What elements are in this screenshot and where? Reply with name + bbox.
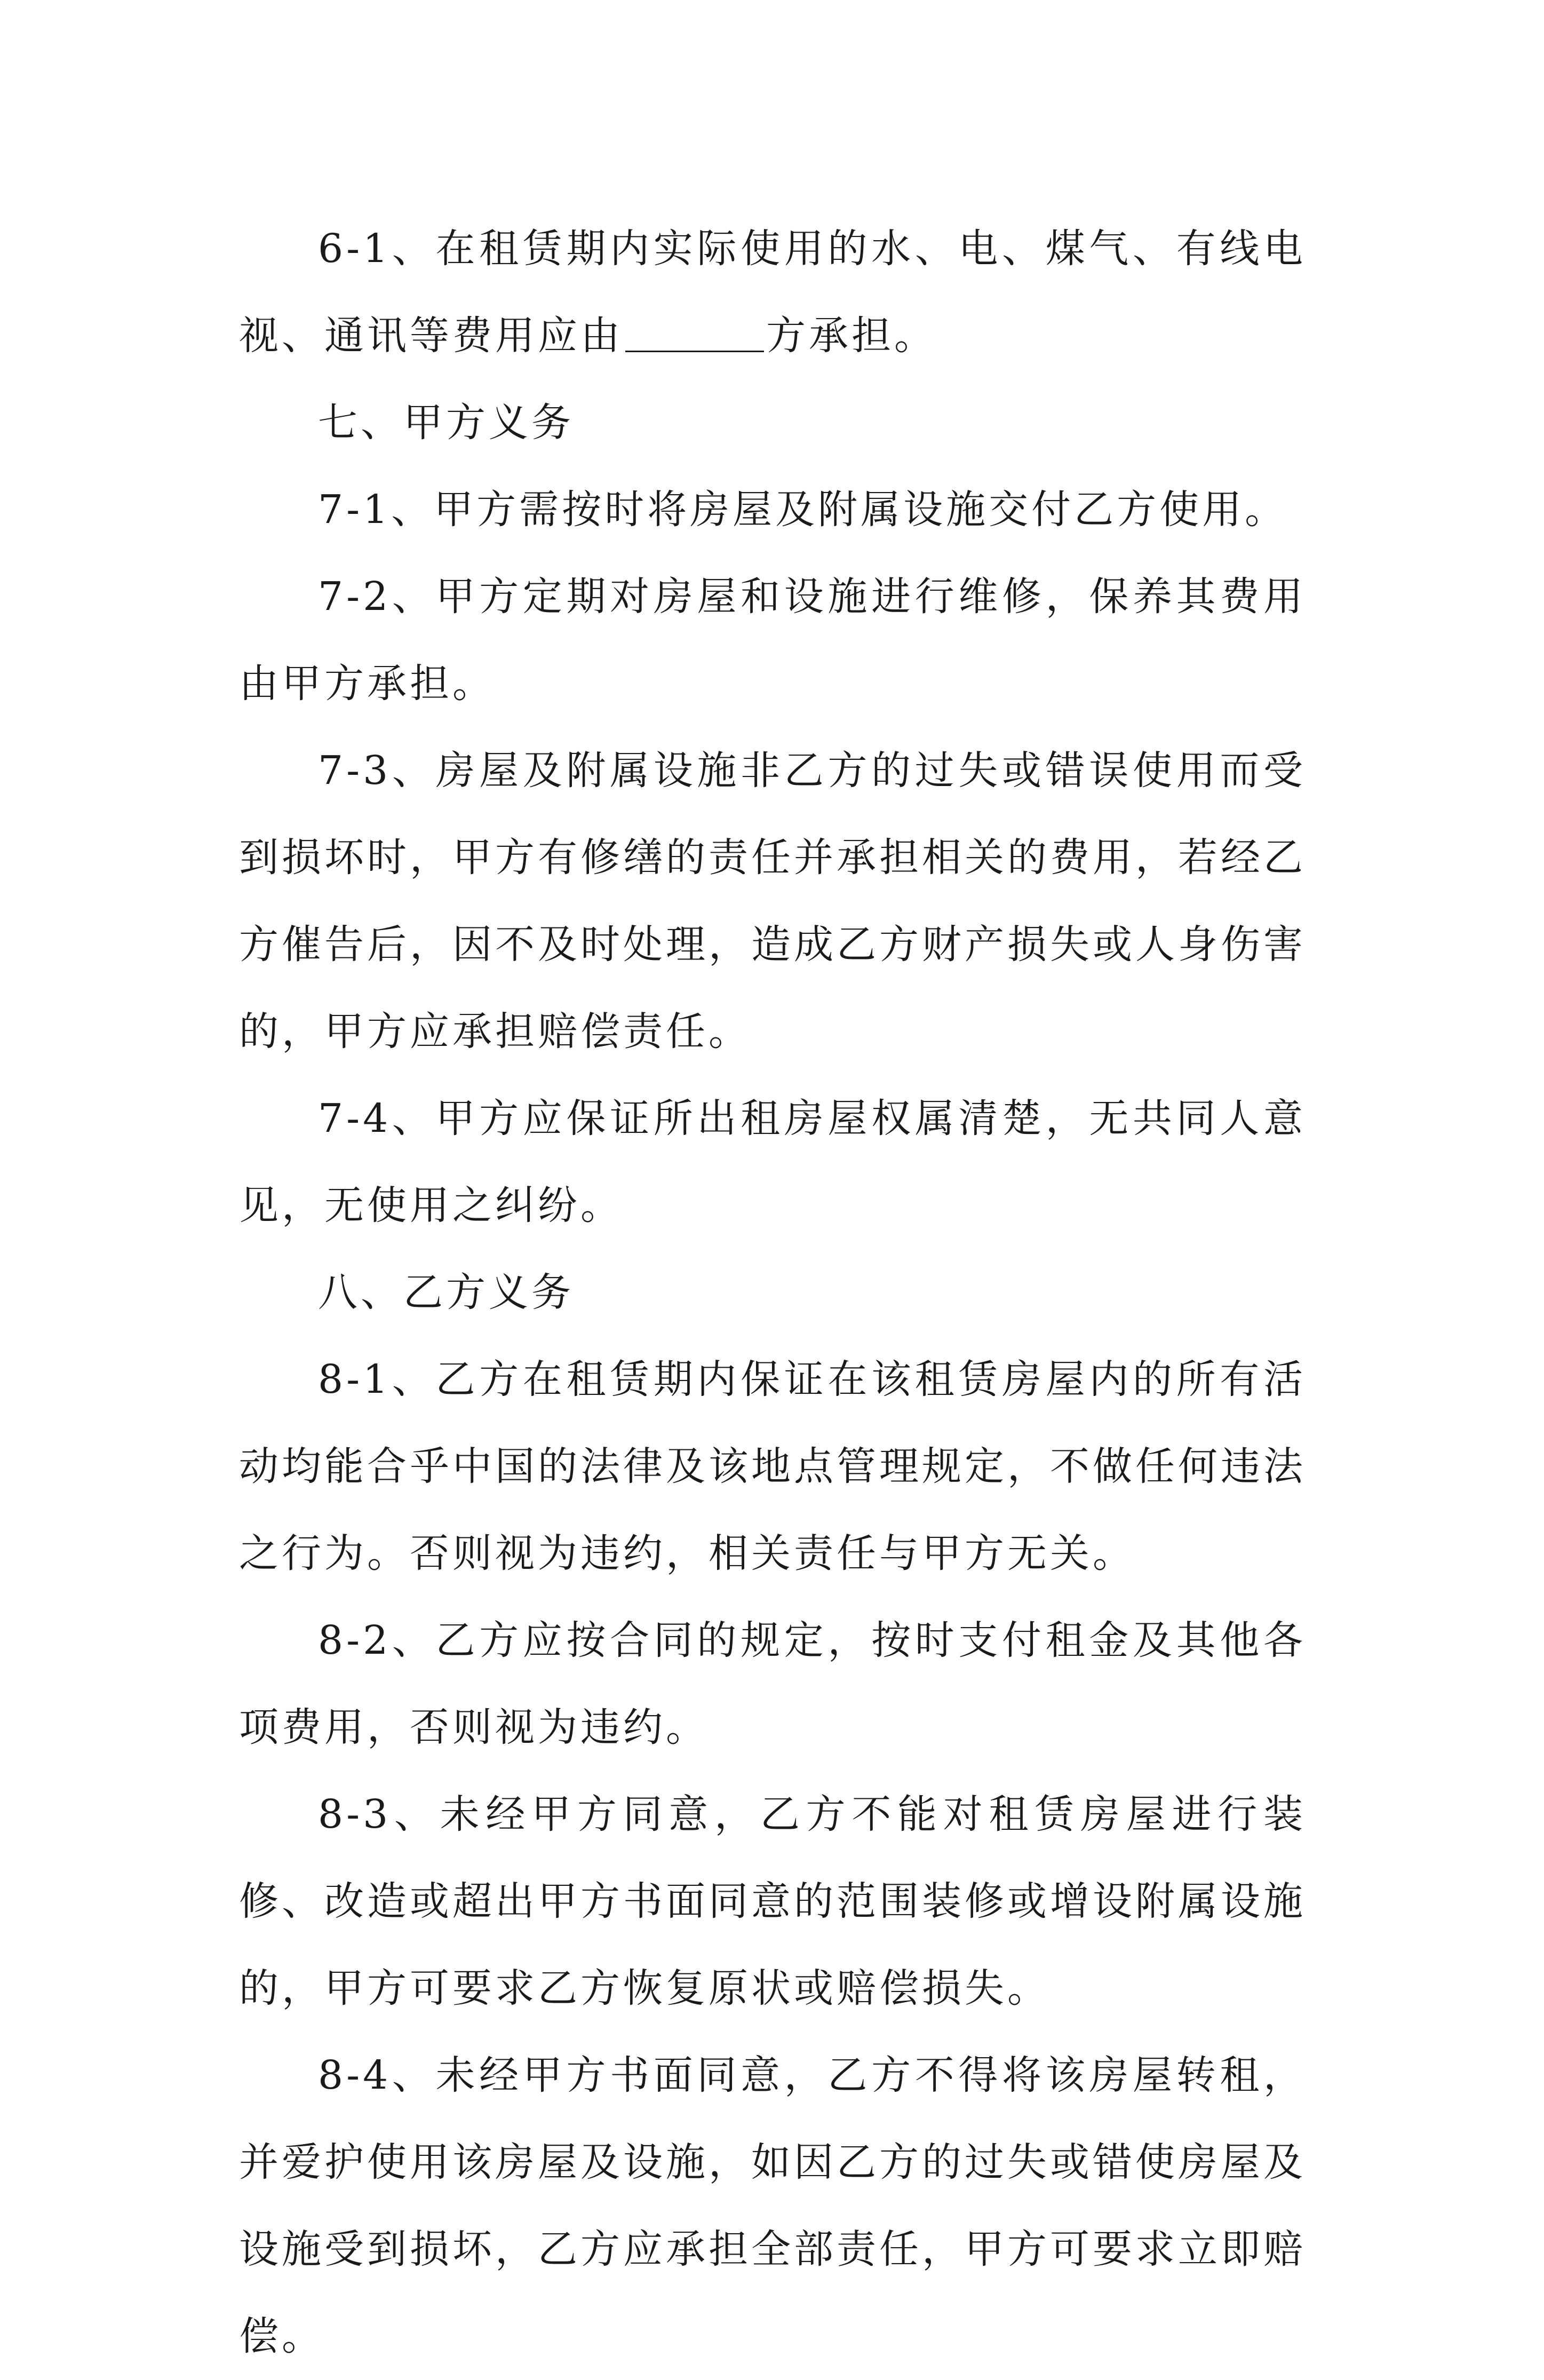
section-heading-8: 八、乙方义务: [318, 1270, 574, 1315]
fill-in-blank: [625, 319, 764, 352]
clause-8-1: 8-1、乙方在租赁期内保证在该租赁房屋内的所有活动均能合乎中国的法律及该地点管理规定，不做任何违法之行为。否则视为违约，相关责任与甲方无关。: [239, 1356, 1306, 1576]
clause-8-3: 8-3、未经甲方同意，乙方不能对租赁房屋进行装修、改造或超出甲方书面同意的范围装修或增设附属设施的，甲方可要求乙方恢复原状或赔偿损失。: [239, 1791, 1306, 2011]
section-heading-7: 七、甲方义务: [318, 400, 574, 446]
clause-6-1-tail: 方承担。: [766, 313, 937, 359]
clause-7-3: 7-3、房屋及附属设施非乙方的过失或错误使用而受到损坏时，甲方有修缮的责任并承担相关的费用，若经乙方催告后，因不及时处理，造成乙方财产损失或人身伤害的，甲方应承担赔偿责任。: [239, 748, 1306, 1054]
clause-7-2: 7-2、甲方定期对房屋和设施进行维修，保养其费用由甲方承担。: [239, 574, 1306, 707]
clause-8-2: 8-2、乙方应按合同的规定，按时支付租金及其他各项费用，否则视为违约。: [239, 1617, 1306, 1750]
document-page: [239, 205, 1306, 2380]
clause-6-1: [239, 205, 1306, 379]
clause-8-4: 8-4、未经甲方书面同意，乙方不得将该房屋转租，并爱护使用该房屋及设施，如因乙方的过失或错使房屋及设施受到损坏，乙方应承担全部责任，甲方可要求立即赔偿。: [239, 2052, 1306, 2359]
clause-6-1-text: 6-1、在租赁期内实际使用的水、电、煤气、有线电视、通讯等费用应由: [239, 226, 1306, 359]
clause-7-1: 7-1、甲方需按时将房屋及附属设施交付乙方使用。: [318, 487, 1288, 533]
clause-7-4: 7-4、甲方应保证所出租房屋权属清楚，无共同人意见，无使用之纠纷。: [239, 1096, 1306, 1228]
